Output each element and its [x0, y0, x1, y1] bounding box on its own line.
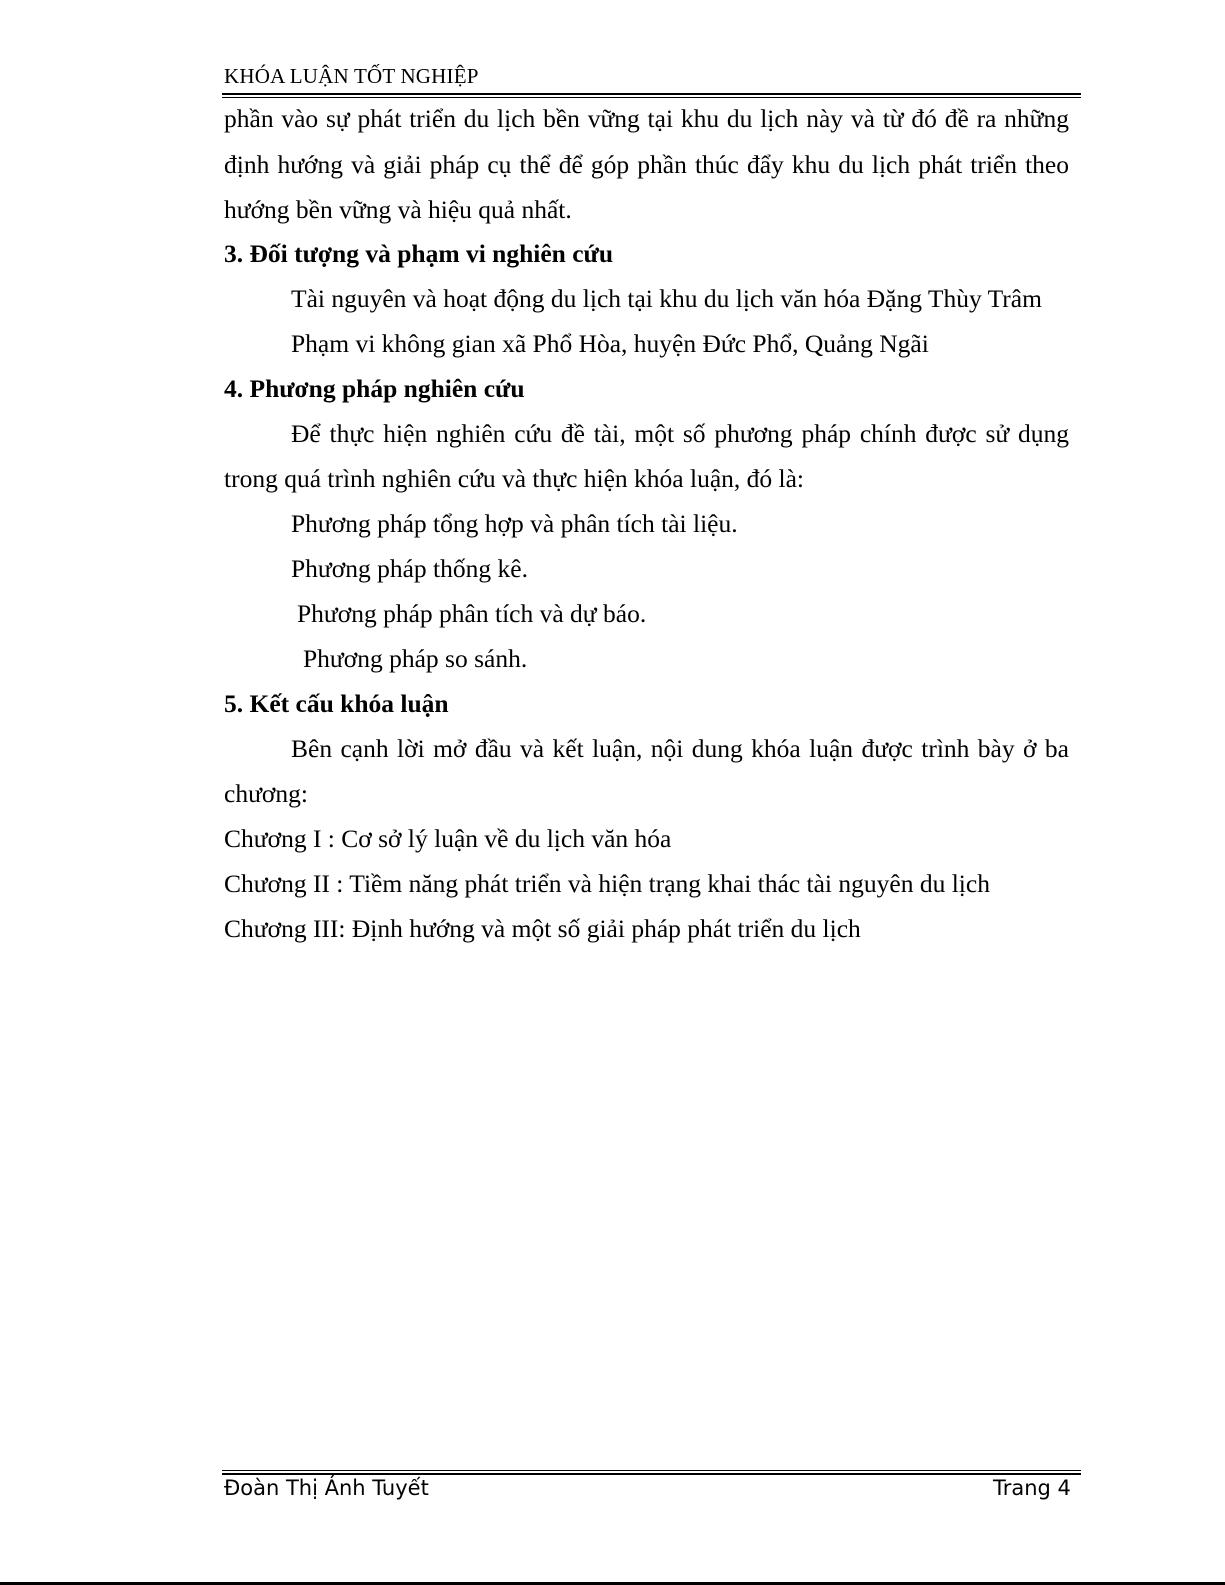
scope-item: Tài nguyên và hoạt động du lịch tại khu du lịch văn hóa Đặng Thùy Trâm — [291, 284, 1042, 313]
scope-item: Phạm vi không gian xã Phổ Hòa, huyện Đức Phổ, Quảng Ngãi — [291, 329, 929, 358]
structure-para-line: Bên cạnh lời mở đầu và kết luận, nội dung khóa luận được trình bày ở ba — [291, 734, 1069, 763]
method-item: Phương pháp thống kê. — [291, 554, 528, 583]
section-3-heading: 3. Đối tượng và phạm vi nghiên cứu — [224, 239, 614, 268]
footer-page-number: Trang 4 — [993, 1476, 1071, 1500]
methods-para-line: Để thực hiện nghiên cứu đề tài, một số phương pháp chính được sử dụng — [291, 419, 1069, 448]
section-4-heading: 4. Phương pháp nghiên cứu — [224, 374, 525, 403]
chapter-item: Chương I : Cơ sở lý luận về du lịch văn hóa — [224, 824, 672, 853]
method-item: Phương pháp tổng hợp và phân tích tài liệu. — [291, 509, 738, 538]
intro-line: hướng bền vững và hiệu quả nhất. — [224, 195, 572, 224]
footer-rule-thick — [222, 1473, 1081, 1475]
methods-para-line: trong quá trình nghiên cứu và thực hiện khóa luận, đó là: — [224, 464, 805, 493]
footer-author: Đoàn Thị Ánh Tuyết — [224, 1476, 429, 1500]
structure-para-line: chương: — [224, 779, 308, 808]
header-rule-thick — [222, 93, 1081, 95]
chapter-item: Chương II : Tiềm năng phát triển và hiện trạng khai thác tài nguyên du lịch — [224, 869, 990, 898]
section-5-heading: 5. Kết cấu khóa luận — [224, 689, 449, 718]
method-item: Phương pháp phân tích và dự báo. — [297, 599, 647, 628]
method-item: Phương pháp so sánh. — [303, 644, 528, 673]
intro-line: định hướng và giải pháp cụ thể để góp phần thúc đẩy khu du lịch phát triển theo — [224, 150, 1069, 179]
running-header: KHÓA LUẬN TỐT NGHIỆP — [224, 64, 479, 88]
header-rule-thin — [222, 97, 1081, 98]
chapter-item: Chương III: Định hướng và một số giải pháp phát triển du lịch — [224, 914, 861, 943]
intro-line: phần vào sự phát triển du lịch bền vững tại khu du lịch này và từ đó đề ra những — [224, 104, 1069, 133]
footer-rule-thin — [222, 1470, 1081, 1471]
